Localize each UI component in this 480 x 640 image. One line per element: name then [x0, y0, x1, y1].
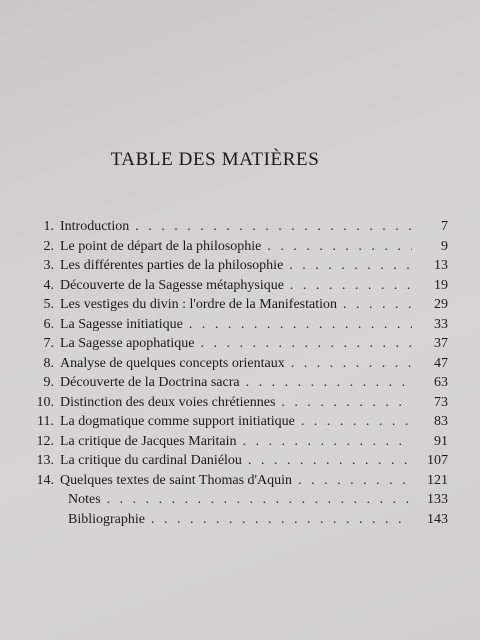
entry-number: 9.	[43, 375, 54, 390]
dot-leader	[135, 217, 412, 237]
entry-title: Analyse de quelques concepts orientaux	[60, 355, 285, 371]
dot-leader	[151, 510, 412, 530]
toc-entry	[26, 373, 448, 393]
entry-number: 14.	[36, 472, 54, 488]
entry-number: 3.	[43, 258, 54, 273]
entry-number: 13.	[36, 453, 54, 468]
entry-number: 10.	[36, 394, 54, 410]
toc-entry-bibliography	[26, 510, 448, 530]
entry-title: Notes	[68, 492, 101, 507]
entry-title: Les différentes parties de la philosophie	[60, 258, 284, 273]
entry-page: 29	[434, 297, 448, 312]
entry-page: 91	[434, 433, 448, 449]
dot-leader	[246, 373, 412, 393]
entry-page: 47	[434, 355, 448, 371]
entry-page: 73	[434, 394, 448, 410]
entry-page: 63	[434, 375, 448, 390]
entry-title: Introduction	[60, 219, 130, 234]
entry-number: 1.	[43, 219, 54, 234]
page-title: TABLE DES MATIÈRES	[110, 149, 320, 170]
entry-number: 11.	[37, 414, 54, 429]
dot-leader	[189, 315, 412, 335]
entry-number: 2.	[43, 238, 54, 254]
entry-title: Découverte de la Doctrina sacra	[60, 375, 240, 390]
entry-page: 9	[441, 238, 448, 254]
dot-leader	[291, 354, 412, 374]
entry-title: Les vestiges du divin : l'ordre de la Manifestation	[60, 297, 338, 312]
dot-leader	[201, 334, 412, 354]
dot-leader	[248, 451, 412, 471]
entry-title: Le point de départ de la philosophie	[60, 238, 262, 254]
entry-number: 12.	[36, 433, 54, 449]
entry-page: 37	[434, 336, 448, 351]
toc-entry	[26, 354, 448, 374]
entry-page: 143	[427, 511, 448, 527]
entry-title: La critique du cardinal Daniélou	[60, 453, 242, 468]
dot-leader	[281, 393, 412, 413]
toc-entry	[26, 256, 448, 276]
entry-title: Distinction des deux voies chrétiennes	[60, 394, 276, 410]
entry-number: 5.	[43, 297, 54, 312]
toc-entry	[26, 432, 448, 452]
entry-page: 107	[427, 453, 448, 468]
dot-leader	[107, 490, 412, 510]
entry-title: Bibliographie	[68, 511, 145, 527]
toc-entry	[26, 217, 448, 237]
entry-page: 7	[441, 219, 448, 234]
toc-entry	[26, 393, 448, 413]
toc-entry	[26, 237, 448, 257]
entry-number: 6.	[43, 316, 54, 332]
entry-number: 8.	[43, 355, 54, 371]
entry-page: 121	[427, 472, 448, 488]
toc-entry	[26, 334, 448, 354]
entry-number: 7.	[43, 336, 54, 351]
entry-page: 13	[434, 258, 448, 273]
entry-title: Découverte de la Sagesse métaphysique	[60, 277, 284, 293]
entry-page: 133	[427, 492, 448, 507]
table-of-contents	[26, 217, 448, 529]
entry-number: 4.	[43, 277, 54, 293]
dot-leader	[290, 276, 412, 296]
entry-title: La critique de Jacques Maritain	[60, 433, 237, 449]
toc-entry	[26, 412, 448, 432]
entry-title: La Sagesse initiatique	[60, 316, 183, 332]
dot-leader	[343, 295, 412, 315]
entry-title: La dogmatique comme support initiatique	[60, 414, 295, 429]
entry-page: 19	[434, 277, 448, 293]
dot-leader	[289, 256, 412, 276]
toc-entry-notes	[26, 490, 448, 510]
toc-entry	[26, 471, 448, 491]
toc-entry	[26, 295, 448, 315]
dot-leader	[242, 432, 412, 452]
dot-leader	[267, 237, 412, 257]
toc-entry	[26, 451, 448, 471]
dot-leader	[298, 471, 412, 491]
entry-title: La Sagesse apophatique	[60, 336, 195, 351]
toc-entry	[26, 276, 448, 296]
entry-title: Quelques textes de saint Thomas d'Aquin	[60, 472, 293, 488]
entry-page: 83	[434, 414, 448, 429]
toc-entry	[26, 315, 448, 335]
dot-leader	[301, 412, 412, 432]
entry-page: 33	[434, 316, 448, 332]
